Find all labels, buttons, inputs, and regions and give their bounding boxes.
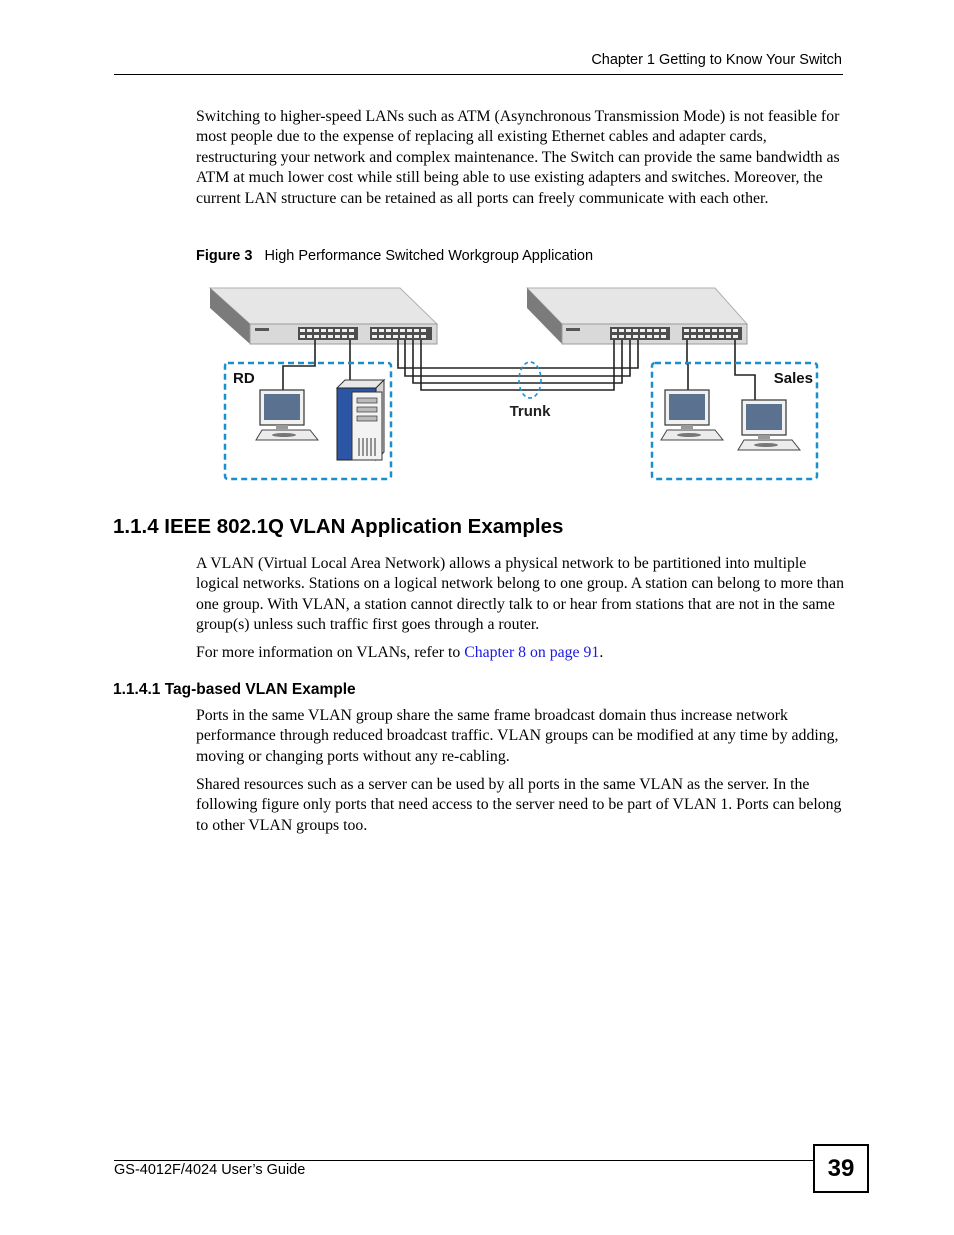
reference-prefix: For more information on VLANs, refer to: [196, 644, 465, 661]
footer-guide-name: GS-4012F/4024 User’s Guide: [114, 1162, 306, 1178]
network-diagram: [200, 280, 825, 488]
section-heading: 1.1.4 IEEE 802.1Q VLAN Application Examples: [113, 515, 564, 538]
subsection-heading: 1.1.4.1 Tag-based VLAN Example: [113, 681, 356, 698]
rd-server-icon: [337, 380, 384, 460]
running-header: Chapter 1 Getting to Know Your Switch: [591, 52, 842, 68]
vlan-intro-paragraph: A VLAN (Virtual Local Area Network) allows a physical network to be partitioned into multiple logical networks. Stations on a logical network belong to one group. A station can belong to more than one group. With VLAN, a station cannot directly talk to or hear from stations that are not in the same group(s) unless such traffic first goes through a router.: [196, 555, 844, 634]
trunk-label: Trunk: [509, 403, 551, 420]
figure-caption-text: High Performance Switched Workgroup Application: [264, 248, 594, 264]
left-switch-icon: [210, 288, 437, 344]
reference-suffix: .: [599, 644, 604, 661]
rd-desktop-icon: [256, 390, 318, 440]
sales-desktop-icon-2: [738, 400, 800, 450]
sales-desktop-icon-1: [661, 390, 723, 440]
rd-group-label: RD: [233, 370, 255, 387]
chapter-8-link[interactable]: Chapter 8 on page 91: [464, 644, 600, 661]
vlan-reference-paragraph: [196, 643, 844, 663]
header-rule: [114, 74, 843, 75]
figure-caption: [196, 248, 593, 264]
tag-vlan-paragraph-2: Shared resources such as a server can be used by all ports in the same VLAN as the server. In the following figure only ports that need access to the server need to be part of VLAN 1. Ports can belong to other VLAN groups too.: [196, 776, 842, 834]
tag-vlan-paragraph-1: Ports in the same VLAN group share the same frame broadcast domain thus increase network performance through reduced broadcast traffic. VLAN groups can be modified at any time by adding, moving or changing ports without any re-cabling.: [196, 707, 839, 765]
right-switch-icon: [527, 288, 747, 344]
footer-rule: [114, 1160, 814, 1161]
page-number: 39: [813, 1144, 869, 1193]
sales-group-label: Sales: [773, 370, 813, 387]
figure-label: Figure 3: [196, 248, 253, 264]
intro-paragraph: Switching to higher-speed LANs such as ATM (Asynchronous Transmission Mode) is not feasible for most people due to the expense of replacing all existing Ethernet cables and adapter cards, restructuring your network and complex maintenance. The Switch can provide the same bandwidth as ATM at much lower cost while still being able to use existing adapters and switches. Moreover, the current LAN structure can be retained as all ports can freely communicate with each other.: [196, 108, 840, 207]
